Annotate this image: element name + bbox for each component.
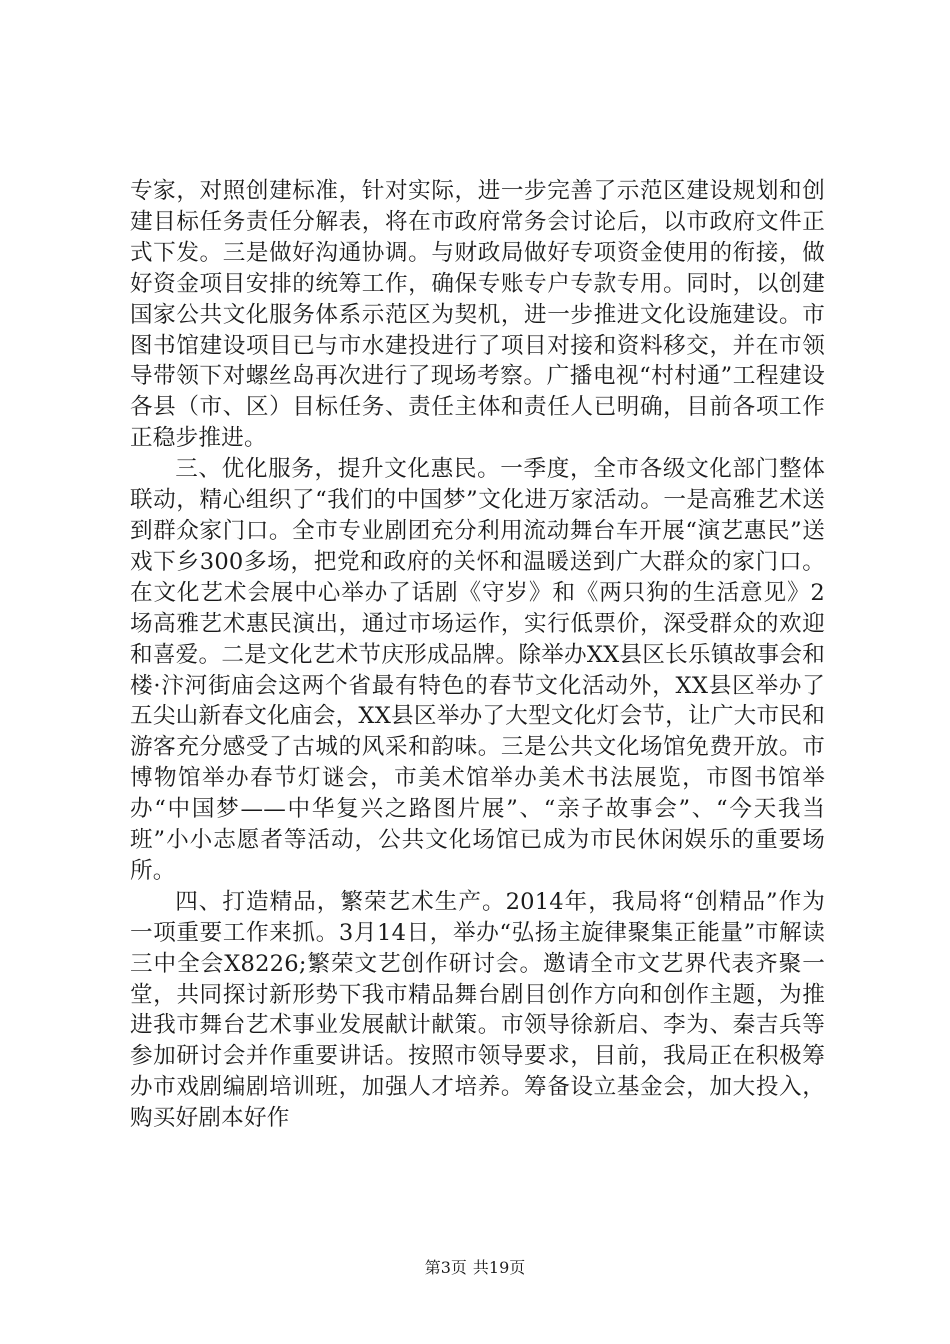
page-total: 共19页	[472, 1258, 526, 1277]
page-number: 第3页	[424, 1258, 467, 1277]
paragraph-section-four: 四、打造精品，繁荣艺术生产。2014年，我局将“创精品”作为一项重要工作来抓。3月14日，举办“弘扬主旋律聚集正能量”市解读三中全会X8226;繁荣文艺创作研讨会。邀请全市文艺界代表齐聚一堂，共同探讨新形势下我市精品舞台剧目创作方向和创作主题，为推进我市舞台艺术事业发展献计献策。市领导徐新启、李为、秦吉兵等参加研讨会并作重要讲话。按照市领导要求，目前，我局正在积极筹办市戏剧编剧培训班，加强人才培养。筹备设立基金会，加大投入，购买好剧本好作	[130, 888, 825, 1132]
page-footer	[0, 1258, 950, 1278]
paragraph-section-three: 三、优化服务，提升文化惠民。一季度，全市各级文化部门整体联动，精心组织了“我们的中国梦”文化进万家活动。一是高雅艺术送到群众家门口。全市专业剧团充分利用流动舞台车开展“演艺惠民”送戏下乡300多场，把党和政府的关怀和温暖送到广大群众的家门口。在文化艺术会展中心举办了话剧《守岁》和《两只狗的生活意见》2场高雅艺术惠民演出，通过市场运作，实行低票价，深受群众的欢迎和喜爱。二是文化艺术节庆形成品牌。除举办XX县区长乐镇故事会和楼·汴河街庙会这两个省最有特色的春节文化活动外，XX县区举办了五尖山新春文化庙会，XX县区举办了大型文化灯会节，让广大市民和游客充分感受了古城的风采和韵味。三是公共文化场馆免费开放。市博物馆举办春节灯谜会，市美术馆举办美术书法展览，市图书馆举办“中国梦——中华复兴之路图片展”、“亲子故事会”、“今天我当班”小小志愿者等活动，公共文化场馆已成为市民休闲娱乐的重要场所。	[130, 456, 825, 884]
document-body	[130, 176, 825, 1134]
paragraph-continuation: 专家，对照创建标准，针对实际，进一步完善了示范区建设规划和创建目标任务责任分解表，将在市政府常务会讨论后，以市政府文件正式下发。三是做好沟通协调。与财政局做好专项资金使用的衔接，做好资金项目安排的统筹工作，确保专账专户专款专用。同时，以创建国家公共文化服务体系示范区为契机，进一步推进文化设施建设。市图书馆建设项目已与市水建投进行了项目对接和资料移交，并在市领导带领下对螺丝岛再次进行了现场考察。广播电视“村村通”工程建设各县（市、区）目标任务、责任主体和责任人已明确，目前各项工作正稳步推进。	[130, 178, 825, 452]
